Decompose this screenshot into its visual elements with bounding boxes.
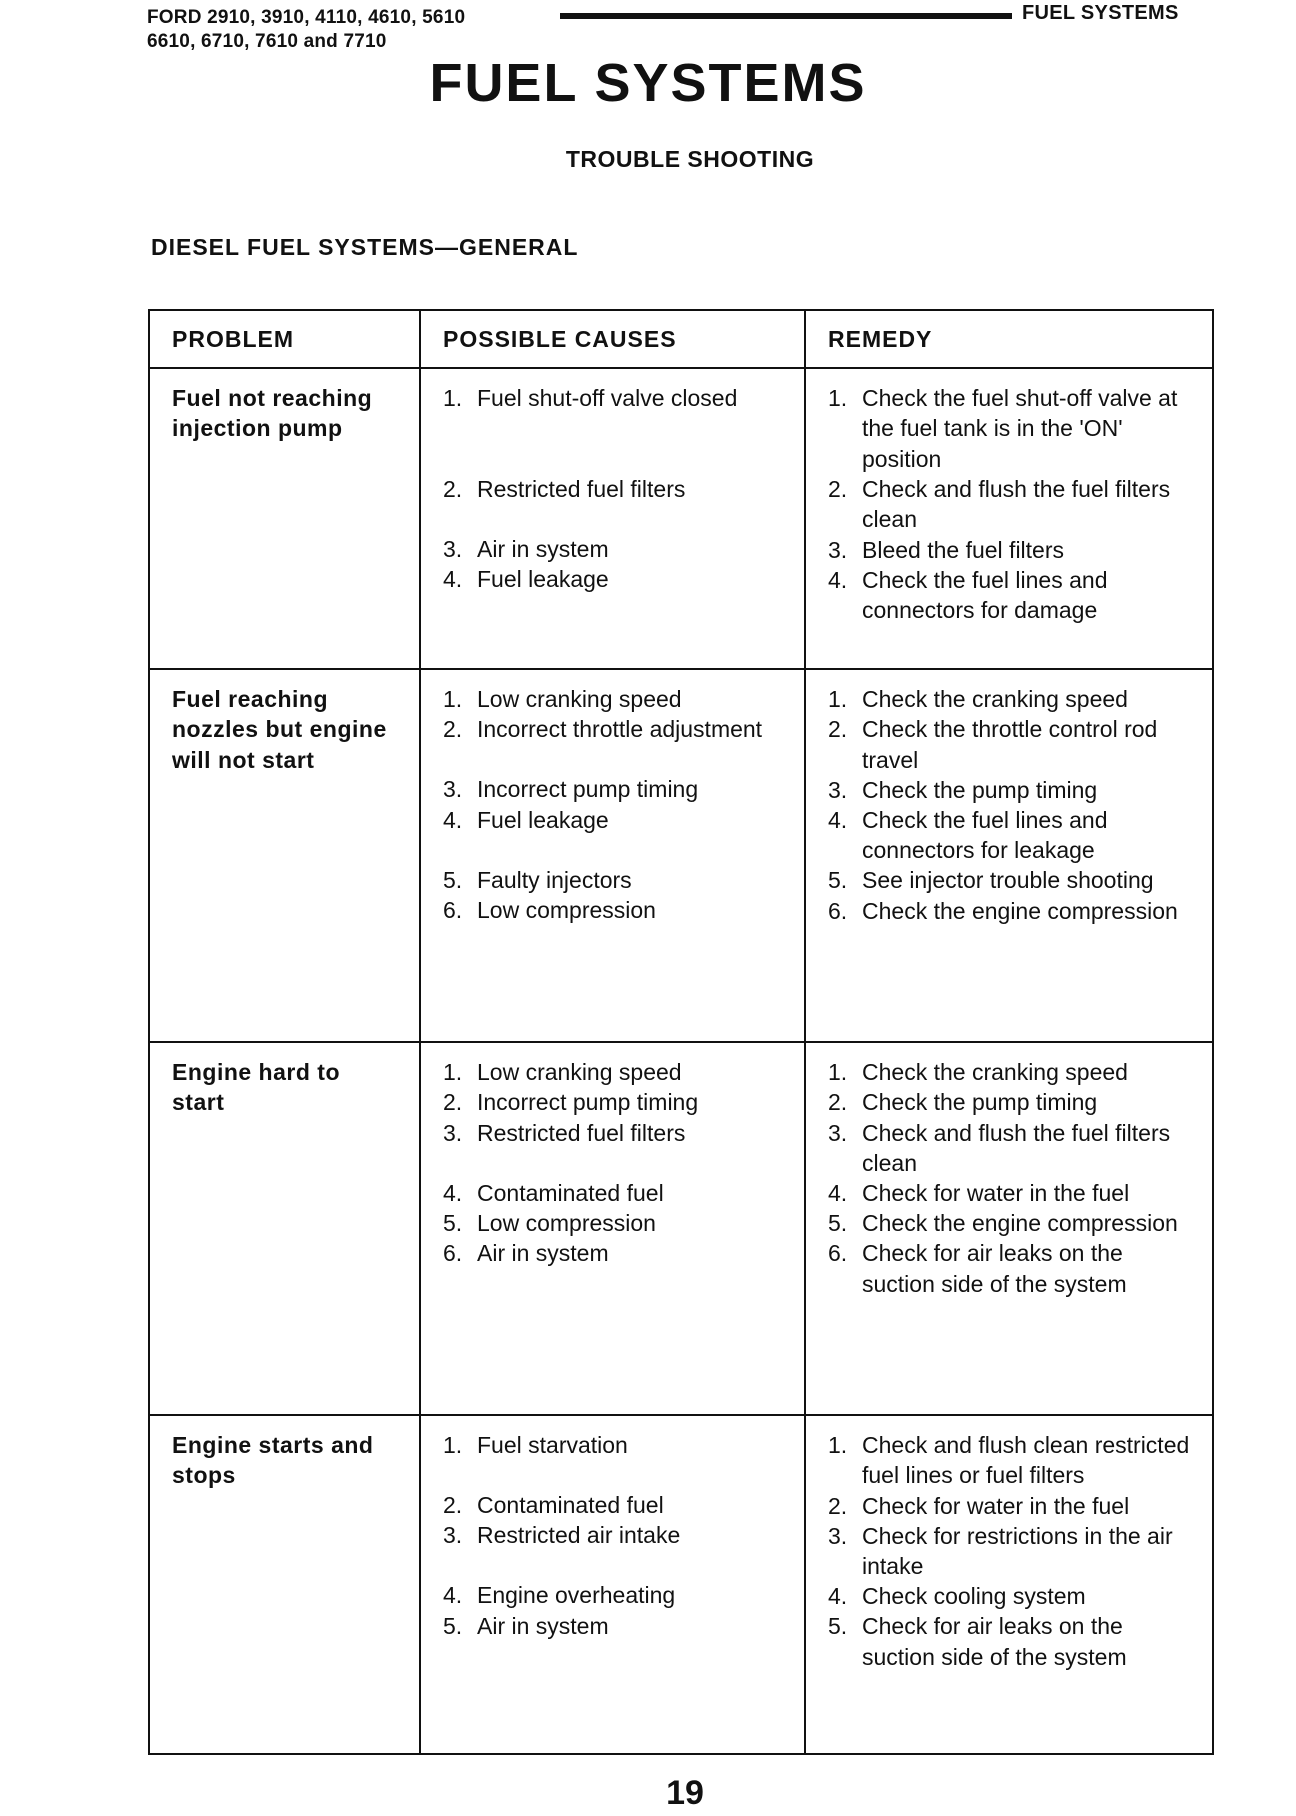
cause-item-number: 2. bbox=[443, 1492, 463, 1519]
remedy-item-text: Check the throttle control rod travel bbox=[862, 716, 1158, 773]
cause-item bbox=[443, 684, 782, 714]
cause-item-text: Fuel starvation bbox=[477, 1432, 628, 1459]
remedy-item-text: Check the fuel shut-off valve at the fuel tank is in the 'ON' position bbox=[862, 385, 1178, 472]
cause-item-text: Low compression bbox=[477, 896, 656, 923]
remedy-item bbox=[828, 383, 1190, 474]
remedy-item-number: 1. bbox=[828, 1432, 848, 1459]
cause-item-text: Restricted fuel filters bbox=[477, 476, 686, 503]
cause-item-number: 6. bbox=[443, 1240, 463, 1267]
remedy-item bbox=[828, 1178, 1190, 1208]
cause-item bbox=[443, 1208, 782, 1238]
remedy-item bbox=[828, 1491, 1190, 1521]
remedy-item-text: Check the pump timing bbox=[862, 776, 1098, 803]
cause-item-text: Incorrect throttle adjustment bbox=[477, 716, 763, 743]
cause-item-text: Restricted fuel filters bbox=[477, 1119, 686, 1146]
cause-item-text: Low compression bbox=[477, 1209, 656, 1236]
remedy-item-text: Check the engine compression bbox=[862, 1210, 1178, 1237]
remedy-cell bbox=[805, 368, 1213, 669]
cause-item-text: Incorrect pump timing bbox=[477, 1089, 699, 1116]
model-list-line-1: FORD 2910, 3910, 4110, 4610, 5610 bbox=[147, 7, 466, 28]
remedy-item-text: Check and flush the fuel filters clean bbox=[862, 1119, 1171, 1176]
column-header-remedy: REMEDY bbox=[805, 310, 1213, 368]
header-rule bbox=[560, 13, 1012, 19]
remedy-item bbox=[828, 684, 1190, 714]
model-list bbox=[147, 6, 465, 54]
remedy-item bbox=[828, 775, 1190, 805]
remedy-item bbox=[828, 1581, 1190, 1611]
remedy-item-text: Check and flush the fuel filters clean bbox=[862, 476, 1171, 533]
remedy-item-text: Check for restrictions in the air intake bbox=[862, 1522, 1173, 1580]
cause-item bbox=[443, 714, 782, 774]
remedy-item-text: Check for water in the fuel bbox=[862, 1492, 1130, 1519]
cause-item bbox=[443, 1178, 782, 1208]
cause-item bbox=[443, 895, 782, 925]
problem-cell: Engine starts and stops bbox=[149, 1415, 420, 1754]
remedy-item-number: 2. bbox=[828, 716, 848, 743]
cause-item-number: 3. bbox=[443, 1119, 463, 1146]
remedy-cell bbox=[805, 1415, 1213, 1754]
remedy-item bbox=[828, 1118, 1190, 1178]
cause-item bbox=[443, 865, 782, 895]
cause-item-number: 5. bbox=[443, 866, 463, 893]
remedy-item-number: 3. bbox=[828, 1522, 848, 1549]
remedy-item bbox=[828, 1087, 1190, 1117]
cause-item-number: 1. bbox=[443, 385, 463, 412]
cause-item-text: Fuel shut-off valve closed bbox=[477, 385, 738, 412]
remedy-item-number: 4. bbox=[828, 1180, 848, 1207]
remedy-item-text: Check the fuel lines and connectors for leakage bbox=[862, 807, 1108, 864]
remedy-item-text: Check the engine compression bbox=[862, 897, 1178, 924]
remedy-item-number: 1. bbox=[828, 686, 848, 713]
remedy-item bbox=[828, 1208, 1190, 1238]
cause-item-number: 4. bbox=[443, 806, 463, 833]
page-subtitle: TROUBLE SHOOTING bbox=[565, 146, 815, 172]
table-row bbox=[149, 368, 1213, 669]
cause-item-text: Fuel leakage bbox=[477, 806, 609, 833]
cause-item-number: 4. bbox=[443, 566, 463, 593]
causes-cell bbox=[420, 368, 805, 669]
cause-item-text: Low cranking speed bbox=[477, 686, 682, 713]
cause-item bbox=[443, 1238, 782, 1298]
troubleshooting-table bbox=[148, 309, 1214, 1755]
remedy-item-number: 5. bbox=[828, 1613, 848, 1640]
table-row bbox=[149, 1415, 1213, 1754]
remedy-item bbox=[828, 1430, 1190, 1490]
remedy-item-number: 3. bbox=[828, 776, 848, 803]
remedy-item-number: 1. bbox=[828, 385, 848, 412]
remedy-item-number: 2. bbox=[828, 476, 848, 503]
remedy-cell bbox=[805, 1042, 1213, 1415]
cause-item-text: Faulty injectors bbox=[477, 866, 632, 893]
table-row bbox=[149, 669, 1213, 1042]
section-heading: DIESEL FUEL SYSTEMS—GENERAL bbox=[151, 234, 579, 260]
header-section-name: FUEL SYSTEMS bbox=[1022, 2, 1179, 24]
remedy-item-number: 4. bbox=[828, 807, 848, 834]
cause-item-number: 4. bbox=[443, 1582, 463, 1609]
cause-item-text: Air in system bbox=[477, 1240, 609, 1267]
cause-item-number: 3. bbox=[443, 776, 463, 803]
remedy-item-number: 6. bbox=[828, 897, 848, 924]
cause-item bbox=[443, 1520, 782, 1580]
cause-item-text: Incorrect pump timing bbox=[477, 776, 699, 803]
cause-item bbox=[443, 1580, 782, 1610]
cause-item-number: 2. bbox=[443, 1089, 463, 1116]
remedy-item bbox=[828, 565, 1190, 625]
remedy-item-text: Check for air leaks on the suction side of the system bbox=[862, 1240, 1127, 1297]
cause-item bbox=[443, 805, 782, 865]
remedy-item bbox=[828, 474, 1190, 534]
remedy-item-text: Check the cranking speed bbox=[862, 1059, 1128, 1086]
remedy-item-number: 1. bbox=[828, 1059, 848, 1086]
cause-item bbox=[443, 474, 782, 534]
remedy-item-text: Check and flush clean restricted fuel lines or fuel filters bbox=[862, 1432, 1190, 1489]
cause-item-number: 1. bbox=[443, 1432, 463, 1459]
remedy-item-number: 5. bbox=[828, 867, 848, 894]
cause-item-number: 6. bbox=[443, 896, 463, 923]
remedy-item-text: Check for air leaks on the suction side of the system bbox=[862, 1613, 1127, 1670]
remedy-item bbox=[828, 1611, 1190, 1671]
causes-cell bbox=[420, 1042, 805, 1415]
remedy-item-text: Check the fuel lines and connectors for damage bbox=[862, 566, 1108, 624]
cause-item-number: 4. bbox=[443, 1179, 463, 1206]
remedy-item bbox=[828, 865, 1190, 895]
remedy-item-number: 5. bbox=[828, 1210, 848, 1237]
cause-item-text: Low cranking speed bbox=[477, 1059, 682, 1086]
cause-item bbox=[443, 1430, 782, 1490]
remedy-item bbox=[828, 805, 1190, 865]
cause-item-text: Engine overheating bbox=[477, 1582, 676, 1609]
remedy-item-number: 3. bbox=[828, 536, 848, 563]
table-body bbox=[149, 368, 1213, 1754]
remedy-item bbox=[828, 1521, 1190, 1581]
remedy-item bbox=[828, 535, 1190, 565]
remedy-item bbox=[828, 714, 1190, 774]
cause-item-text: Contaminated fuel bbox=[477, 1492, 664, 1519]
table-header-row bbox=[149, 310, 1213, 368]
cause-item-number: 1. bbox=[443, 1059, 463, 1086]
remedy-item-text: Bleed the fuel filters bbox=[862, 536, 1065, 563]
problem-cell: Engine hard to start bbox=[149, 1042, 420, 1415]
remedy-item-text: Check the cranking speed bbox=[862, 686, 1128, 713]
model-list-line-2: 6610, 6710, 7610 and 7710 bbox=[147, 31, 387, 52]
cause-item bbox=[443, 534, 782, 564]
remedy-item-number: 6. bbox=[828, 1240, 848, 1267]
page-number: 19 bbox=[666, 1774, 704, 1812]
remedy-item-text: Check for water in the fuel bbox=[862, 1180, 1130, 1207]
cause-item bbox=[443, 1087, 782, 1117]
column-header-causes: POSSIBLE CAUSES bbox=[420, 310, 805, 368]
remedy-item bbox=[828, 1238, 1190, 1298]
remedy-item-number: 3. bbox=[828, 1119, 848, 1146]
cause-item-number: 5. bbox=[443, 1612, 463, 1639]
cause-item-text: Restricted air intake bbox=[477, 1522, 681, 1549]
remedy-item-number: 4. bbox=[828, 566, 848, 593]
remedy-item-text: Check the pump timing bbox=[862, 1089, 1098, 1116]
cause-item-number: 3. bbox=[443, 536, 463, 563]
column-header-problem: PROBLEM bbox=[149, 310, 420, 368]
cause-item-number: 5. bbox=[443, 1209, 463, 1236]
cause-item bbox=[443, 564, 782, 624]
problem-cell: Fuel not reaching injection pump bbox=[149, 368, 420, 669]
cause-item-number: 2. bbox=[443, 476, 463, 503]
remedy-cell bbox=[805, 669, 1213, 1042]
problem-cell: Fuel reaching nozzles but engine will not start bbox=[149, 669, 420, 1042]
remedy-item-text: Check cooling system bbox=[862, 1583, 1086, 1610]
cause-item-text: Air in system bbox=[477, 536, 609, 563]
table-row bbox=[149, 1042, 1213, 1415]
cause-item-number: 3. bbox=[443, 1522, 463, 1549]
cause-item bbox=[443, 1057, 782, 1087]
cause-item-text: Fuel leakage bbox=[477, 566, 609, 593]
remedy-item bbox=[828, 1057, 1190, 1087]
causes-cell bbox=[420, 1415, 805, 1754]
remedy-item-number: 2. bbox=[828, 1089, 848, 1116]
page-title: FUEL SYSTEMS bbox=[429, 53, 867, 113]
remedy-item-number: 4. bbox=[828, 1583, 848, 1610]
remedy-item-number: 2. bbox=[828, 1492, 848, 1519]
cause-item bbox=[443, 774, 782, 804]
cause-item bbox=[443, 1490, 782, 1520]
causes-cell bbox=[420, 669, 805, 1042]
cause-item bbox=[443, 1118, 782, 1178]
cause-item bbox=[443, 383, 782, 474]
cause-item-number: 1. bbox=[443, 686, 463, 713]
cause-item-text: Air in system bbox=[477, 1612, 609, 1639]
cause-item-number: 2. bbox=[443, 716, 463, 743]
remedy-item-text: See injector trouble shooting bbox=[862, 867, 1154, 894]
cause-item bbox=[443, 1611, 782, 1671]
remedy-item bbox=[828, 896, 1190, 926]
cause-item-text: Contaminated fuel bbox=[477, 1179, 664, 1206]
